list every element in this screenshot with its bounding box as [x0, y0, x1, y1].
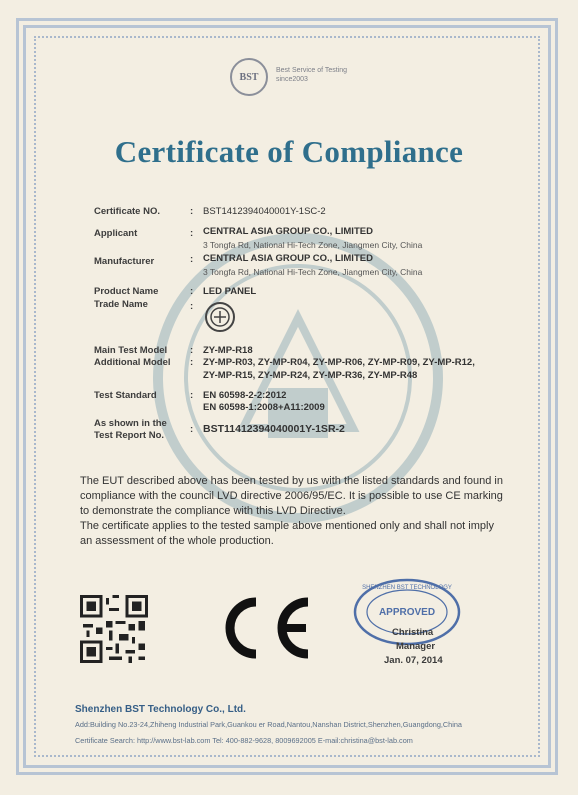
colon: :	[190, 301, 194, 312]
product-name-label: Product Name	[94, 286, 159, 297]
colon: :	[190, 424, 194, 435]
manufacturer-address: 3 Tongfa Rd, National Hi-Tech Zone, Jiangmen City, China	[203, 267, 423, 277]
statement-line: to demonstrate the compliance with this LVD Directive.	[80, 505, 346, 517]
colon: :	[190, 357, 194, 368]
qr-code-icon	[80, 595, 148, 663]
test-standard-line-2: EN 60598-1:2008+A11:2009	[203, 402, 325, 413]
additional-model-line-1: ZY-MP-R03, ZY-MP-R04, ZY-MP-R06, ZY-MP-R09, ZY-MP-R12,	[203, 357, 475, 368]
footer-address: Add:Building No.23-24,Zhiheng Industrial Park,Guankou er Road,Nantou,Nanshan District,Shenzhen,Guangdong,China	[75, 720, 462, 729]
test-standard-label: Test Standard	[94, 390, 157, 401]
colon: :	[190, 286, 194, 297]
colon: :	[190, 345, 194, 356]
trade-mark-logo-icon	[204, 301, 236, 333]
bst-logo	[230, 58, 380, 98]
logo-line-2: since2003	[276, 76, 308, 83]
signatory-name: Christina	[392, 627, 434, 638]
test-report-value: BST11412394040001Y-1SR-2	[203, 423, 345, 435]
ce-mark-icon	[208, 596, 318, 660]
main-test-model-value: ZY-MP-R18	[203, 345, 253, 356]
test-report-label-line-2: Test Report No.	[94, 430, 165, 441]
statement-line: compliance with the council LVD directive 2006/95/EC. It is possible to use CE marking	[80, 490, 503, 502]
test-report-label-line-1: As shown in the	[94, 418, 167, 429]
stamp-ring-text: SHENZHEN BST TECHNOLOGY	[362, 585, 452, 591]
colon: :	[190, 206, 194, 217]
manufacturer-label: Manufacturer	[94, 256, 155, 267]
certificate-title: Certificate of Compliance	[114, 134, 464, 169]
applicant-name: CENTRAL ASIA GROUP CO., LIMITED	[203, 226, 373, 237]
additional-model-line-2: ZY-MP-R15, ZY-MP-R24, ZY-MP-R36, ZY-MP-R48	[203, 370, 418, 381]
applicant-label: Applicant	[94, 228, 138, 239]
manufacturer-name: CENTRAL ASIA GROUP CO., LIMITED	[203, 253, 373, 264]
additional-model-label: Additional Model	[94, 357, 171, 368]
footer-company: Shenzhen BST Technology Co., Ltd.	[75, 704, 246, 715]
stamp-text: APPROVED	[378, 607, 436, 618]
signature-date: Jan. 07, 2014	[384, 655, 443, 666]
certificate-no-label: Certificate NO.	[94, 206, 160, 217]
compliance-statement	[80, 474, 520, 549]
ce-mark-text: CE	[208, 596, 210, 597]
certificate-no-value: BST1412394040001Y-1SC-2	[203, 206, 326, 217]
statement-line: an assessment of the whole production.	[80, 535, 274, 547]
logo-line-1: Best Service of Testing	[276, 67, 348, 74]
main-test-model-label: Main Test Model	[94, 345, 168, 356]
statement-line: The certificate applies to the tested sample above mentioned only and shall not imply	[80, 520, 494, 532]
colon: :	[190, 390, 194, 401]
bst-logo-text	[276, 66, 386, 84]
statement-line: The EUT described above has been tested by us with the listed standards and found in	[80, 475, 503, 487]
footer-contact: Certificate Search: http://www.bst-lab.com Tel: 400-882-9628, 8009692005 E-mail:christina@bst-lab.com	[75, 736, 413, 745]
trade-name-label: Trade Name	[94, 299, 148, 310]
product-name-value: LED PANEL	[203, 286, 257, 297]
bst-logo-mark: BST	[230, 58, 268, 96]
test-standard-line-1: EN 60598-2-2:2012	[203, 390, 287, 401]
signatory-title: Manager	[396, 641, 436, 652]
colon: :	[190, 228, 194, 239]
colon: :	[190, 254, 194, 265]
applicant-address: 3 Tongfa Rd, National Hi-Tech Zone, Jiangmen City, China	[203, 240, 423, 250]
